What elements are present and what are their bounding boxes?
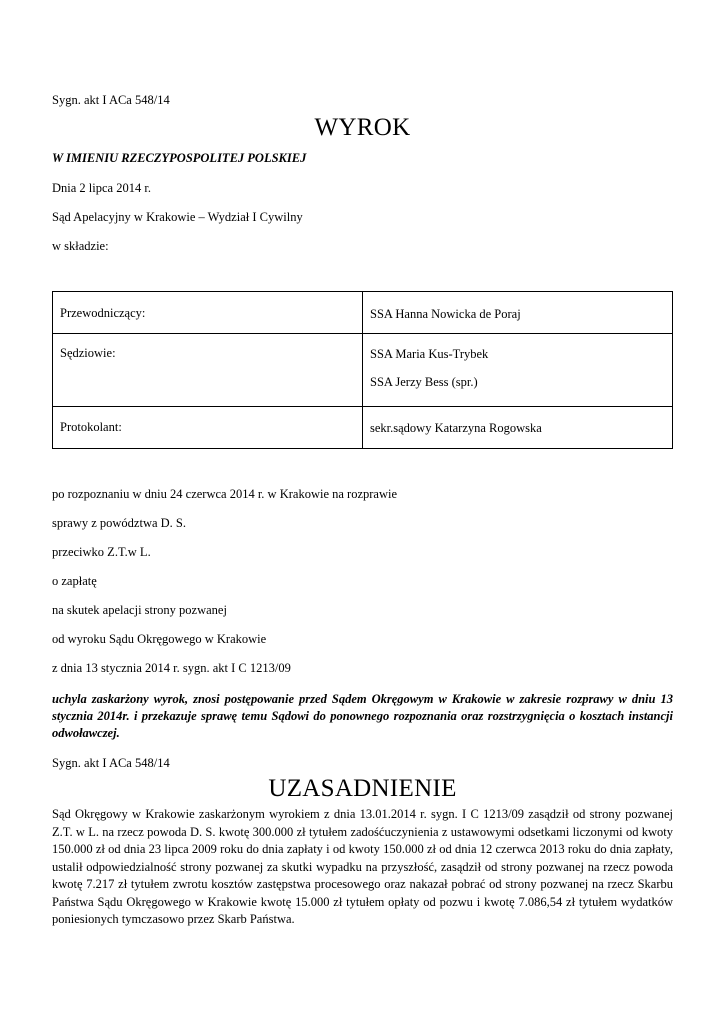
panel-value: SSA Jerzy Bess (spr.) <box>370 375 478 389</box>
panel-row-clerk <box>53 407 673 449</box>
panel-label: Sędziowie: <box>53 334 363 407</box>
panel-value-cell <box>363 292 673 334</box>
panel-label: Protokolant: <box>53 407 363 449</box>
case-reference: Sygn. akt I ACa 548/14 <box>52 93 170 107</box>
proceedings-line: na skutek apelacji strony pozwanej <box>52 603 227 617</box>
justification-case-reference: Sygn. akt I ACa 548/14 <box>52 756 170 770</box>
panel-value: SSA Hanna Nowicka de Poraj <box>370 307 521 321</box>
panel-value: SSA Maria Kus-Trybek <box>370 347 489 361</box>
proceedings-line: po rozpoznaniu w dniu 24 czerwca 2014 r. w Krakowie na rozprawie <box>52 487 398 501</box>
panel-value: sekr.sądowy Katarzyna Rogowska <box>370 421 542 435</box>
court-panel-table <box>52 291 673 449</box>
proceedings-line: przeciwko Z.T.w L. <box>52 545 151 559</box>
justification-paragraph: Sąd Okręgowy w Krakowie zaskarżonym wyrokiem z dnia 13.01.2014 r. sygn. I C 1213/09 zasądził od strony pozwanej Z.T. w L. na rzecz powoda D. S. kwotę 300.000 zł tytułem zadośćuczynienia z ustawowymi odsetkami liczonymi od kwoty 150.000 zł od dnia 23 lipca 2009 roku do dnia zapłaty i od kwoty 150.000 zł od dnia 12 czerwca 2013 roku do dnia zapłaty, ustalił odpowiedzialność strony pozwanej za skutki wypadku na przyszłość, zasądził od strony pozwanej na rzecz powoda kwotę 7.217 zł tytułem zwrotu kosztów zastępstwa procesowego oraz nakazał pobrać od strony pozwanej na rzecz Skarbu Państwa Sądu Okręgowego w Krakowie kwotę 15.000 zł tytułem opłaty od pozwu i kwotę 7.086,54 zł tytułem wydatków poniesionych tymczasowo przez Skarb Państwa. <box>52 807 673 926</box>
justification-title: UZASADNIENIE <box>268 775 457 802</box>
verdict-text: uchyla zaskarżony wyrok, znosi postępowanie przed Sądem Okręgowym w Krakowie w zakresie rozprawy w dniu 13 stycznia 2014r. i przekazuje sprawę temu Sądowi do ponownego rozpoznania oraz rozstrzygnięcia o kosztach instancji odwoławczej. <box>52 692 673 740</box>
panel-label: Przewodniczący: <box>53 292 363 334</box>
proceedings-line: o zapłatę <box>52 574 97 588</box>
document-title: WYROK <box>314 114 411 141</box>
panel-row-judges <box>53 334 673 407</box>
proceedings-line: sprawy z powództwa D. S. <box>52 516 187 530</box>
proceedings-line: z dnia 13 stycznia 2014 r. sygn. akt I C 1213/09 <box>52 661 291 675</box>
proceedings-line: od wyroku Sądu Okręgowego w Krakowie <box>52 632 267 646</box>
composition-intro: w składzie: <box>52 239 109 253</box>
court-name: Sąd Apelacyjny w Krakowie – Wydział I Cywilny <box>52 210 303 224</box>
panel-value-cell <box>363 334 673 407</box>
invocation-heading: W IMIENIU RZECZYPOSPOLITEJ POLSKIEJ <box>52 151 307 165</box>
judgment-date: Dnia 2 lipca 2014 r. <box>52 181 151 195</box>
panel-row-chair <box>53 292 673 334</box>
panel-value-cell <box>363 407 673 449</box>
